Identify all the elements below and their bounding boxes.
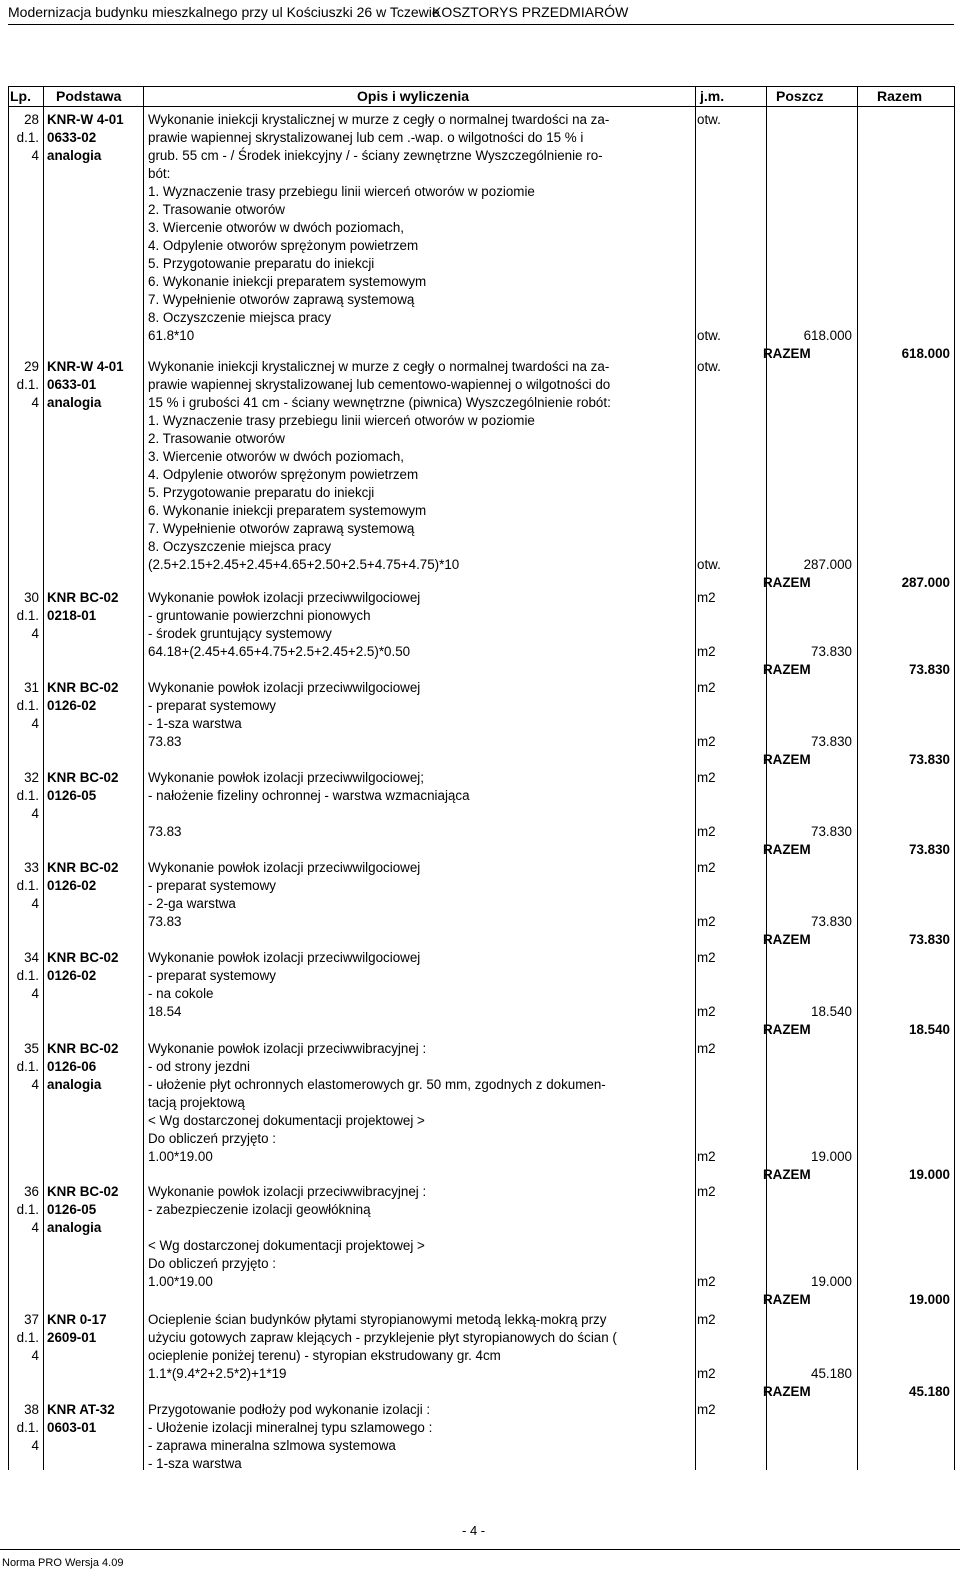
item-lp: d.1.	[16, 1059, 39, 1074]
item-podstawa: KNR-W 4-01	[47, 112, 124, 127]
item-razem-value: 19.000	[909, 1292, 950, 1307]
item-lp: 4	[31, 1077, 39, 1092]
item-calculation: 18.54	[148, 1004, 182, 1019]
item-calculation: 1.00*19.00	[148, 1149, 213, 1164]
item-razem-value: 73.830	[909, 662, 950, 677]
item-calc-unit: m2	[697, 1149, 716, 1164]
item-description-line: 3. Wiercenie otworów w dwóch poziomach,	[148, 220, 405, 235]
item-description-line: - 1-sza warstwa	[148, 1456, 242, 1471]
item-razem-value: 73.830	[909, 842, 950, 857]
item-lp: 33	[24, 860, 39, 875]
item-razem-value: 287.000	[901, 575, 950, 590]
item-lp: d.1.	[16, 698, 39, 713]
item-unit: otw.	[697, 359, 721, 374]
item-description-line: - gruntowanie powierzchni pionowych	[148, 608, 371, 623]
item-podstawa: KNR BC-02	[47, 680, 119, 695]
item-razem-label: RAZEM	[763, 1384, 811, 1399]
item-razem-value: 73.830	[909, 932, 950, 947]
item-description-line: - ułożenie płyt ochronnych elastomerowych gr. 50 mm, zgodnych z dokumen-	[148, 1077, 606, 1092]
item-podstawa: KNR BC-02	[47, 590, 119, 605]
column-header-lp: Lp.	[10, 88, 31, 104]
item-description-line: Ocieplenie ścian budynków płytami styropianowymi metodą lekką-mokrą przy	[148, 1312, 607, 1327]
item-podstawa: 0633-01	[47, 377, 97, 392]
item-lp: 4	[31, 806, 39, 821]
item-podstawa: KNR 0-17	[47, 1312, 107, 1327]
item-lp: d.1.	[16, 1202, 39, 1217]
item-lp: 4	[31, 395, 39, 410]
item-description-line: Wykonanie powłok izolacji przeciwwilgociowej	[148, 950, 421, 965]
item-unit: m2	[697, 1041, 716, 1056]
item-lp: d.1.	[16, 130, 39, 145]
table-column-divider	[43, 86, 44, 1470]
footer-rule	[0, 1549, 960, 1550]
item-razem-label: RAZEM	[763, 842, 811, 857]
page-number: - 4 -	[462, 1523, 486, 1538]
item-description-line: 3. Wiercenie otworów w dwóch poziomach,	[148, 449, 405, 464]
item-description-line: Wykonanie iniekcji krystalicznej w murze z cegły o normalnej twardości na za-	[148, 112, 610, 127]
item-calc-unit: m2	[697, 1274, 716, 1289]
item-unit: m2	[697, 950, 716, 965]
item-razem-value: 45.180	[909, 1384, 950, 1399]
table-column-divider	[766, 86, 767, 1470]
item-calc-unit: m2	[697, 644, 716, 659]
item-description-line: użyciu gotowych zapraw klejących - przyklejenie płyt styropianowych do ścian (	[148, 1330, 617, 1345]
item-description-line: Wykonanie powłok izolacji przeciwwibracyjnej :	[148, 1184, 427, 1199]
item-podstawa: 2609-01	[47, 1330, 97, 1345]
item-lp: d.1.	[16, 608, 39, 623]
item-razem-label: RAZEM	[763, 1292, 811, 1307]
item-description-line: 1. Wyznaczenie trasy przebiegu linii wierceń otworów w poziomie	[148, 413, 535, 428]
item-description-line: - Ułożenie izolacji mineralnej typu szlamowego :	[148, 1420, 433, 1435]
item-podstawa: 0126-02	[47, 968, 97, 983]
item-razem-label: RAZEM	[763, 932, 811, 947]
item-podstawa: 0126-02	[47, 878, 97, 893]
item-razem-label: RAZEM	[763, 346, 811, 361]
item-razem-label: RAZEM	[763, 1022, 811, 1037]
item-description-line: Wykonanie powłok izolacji przeciwwilgociowej;	[148, 770, 424, 785]
item-description-line: 5. Przygotowanie preparatu do iniekcji	[148, 256, 375, 271]
item-razem-value: 18.540	[909, 1022, 950, 1037]
item-lp: 4	[31, 1438, 39, 1453]
item-podstawa: 0126-06	[47, 1059, 97, 1074]
item-poszcz-value: 73.830	[811, 824, 852, 839]
item-description-line: grub. 55 cm - / Środek iniekcyjny / - ściany zewnętrzne Wyszczególnienie ro-	[148, 148, 603, 163]
item-unit: m2	[697, 860, 716, 875]
item-description-line: < Wg dostarczonej dokumentacji projektowej >	[148, 1238, 425, 1253]
item-description-line: 2. Trasowanie otworów	[148, 202, 285, 217]
table-header-rule	[8, 106, 954, 107]
item-description-line: Do obliczeń przyjęto :	[148, 1131, 277, 1146]
item-description-line: - środek gruntujący systemowy	[148, 626, 332, 641]
item-lp: 4	[31, 716, 39, 731]
item-unit: m2	[697, 590, 716, 605]
item-description-line: - nałożenie fizeliny ochronnej - warstwa wzmacniająca	[148, 788, 470, 803]
item-podstawa: KNR-W 4-01	[47, 359, 124, 374]
item-description-line: 8. Oczyszczenie miejsca pracy	[148, 539, 332, 554]
item-lp: 4	[31, 148, 39, 163]
item-description-line: Wykonanie powłok izolacji przeciwwilgociowej	[148, 590, 421, 605]
item-description-line: 4. Odpylenie otworów sprężonym powietrzem	[148, 467, 419, 482]
item-lp: 4	[31, 626, 39, 641]
item-lp: d.1.	[16, 377, 39, 392]
item-description-line: bót:	[148, 166, 171, 181]
item-calc-unit: m2	[697, 1366, 716, 1381]
item-lp: 30	[24, 590, 39, 605]
column-header-opis: Opis i wyliczenia	[357, 88, 470, 104]
item-description-line: 2. Trasowanie otworów	[148, 431, 285, 446]
item-description-line: - od strony jezdni	[148, 1059, 250, 1074]
column-header-jm: j.m.	[700, 88, 725, 104]
item-podstawa: 0218-01	[47, 608, 97, 623]
item-description-line: < Wg dostarczonej dokumentacji projektowej >	[148, 1113, 425, 1128]
item-unit: otw.	[697, 112, 721, 127]
item-poszcz-value: 287.000	[803, 557, 852, 572]
item-poszcz-value: 73.830	[811, 914, 852, 929]
item-podstawa: KNR BC-02	[47, 1184, 119, 1199]
item-podstawa: 0126-05	[47, 1202, 97, 1217]
item-description-line: prawie wapiennej skrystalizowanej lub cem .-wap. o wilgotności do 15 % i	[148, 130, 584, 145]
document-title: Modernizacja budynku mieszkalnego przy ul Kościuszki 26 w Tczewie	[8, 4, 440, 20]
item-calculation: (2.5+2.15+2.45+2.45+4.65+2.50+2.5+4.75+4.75)*10	[148, 557, 460, 572]
item-description-line: 7. Wypełnienie otworów zaprawą systemową	[148, 521, 415, 536]
item-calculation: 61.8*10	[148, 328, 195, 343]
item-description-line: 5. Przygotowanie preparatu do iniekcji	[148, 485, 375, 500]
item-lp: d.1.	[16, 1330, 39, 1345]
item-description-line: Do obliczeń przyjęto :	[148, 1256, 277, 1271]
item-lp: 35	[24, 1041, 39, 1056]
item-unit: m2	[697, 1402, 716, 1417]
item-description-line: - preparat systemowy	[148, 698, 276, 713]
item-lp: 32	[24, 770, 39, 785]
item-razem-value: 73.830	[909, 752, 950, 767]
item-poszcz-value: 18.540	[811, 1004, 852, 1019]
item-podstawa: KNR BC-02	[47, 950, 119, 965]
item-description-line: 6. Wykonanie iniekcji preparatem systemowym	[148, 274, 427, 289]
item-razem-label: RAZEM	[763, 1167, 811, 1182]
table-column-divider	[143, 86, 144, 1470]
item-description-line: Wykonanie powłok izolacji przeciwwibracyjnej :	[148, 1041, 427, 1056]
item-podstawa: 0126-02	[47, 698, 97, 713]
item-unit: m2	[697, 1184, 716, 1199]
item-description-line: - na cokole	[148, 986, 214, 1001]
item-podstawa: KNR BC-02	[47, 770, 119, 785]
item-poszcz-value: 19.000	[811, 1149, 852, 1164]
item-unit: m2	[697, 680, 716, 695]
item-lp: 31	[24, 680, 39, 695]
item-description-line: - preparat systemowy	[148, 878, 276, 893]
item-description-line: Wykonanie powłok izolacji przeciwwilgociowej	[148, 860, 421, 875]
item-poszcz-value: 73.830	[811, 644, 852, 659]
item-lp: 4	[31, 1348, 39, 1363]
item-calc-unit: m2	[697, 914, 716, 929]
item-poszcz-value: 73.830	[811, 734, 852, 749]
item-description-line: - preparat systemowy	[148, 968, 276, 983]
item-description-line: 6. Wykonanie iniekcji preparatem systemowym	[148, 503, 427, 518]
item-lp: 28	[24, 112, 39, 127]
column-header-razem: Razem	[877, 88, 923, 104]
item-podstawa: analogia	[47, 1220, 102, 1235]
item-lp: d.1.	[16, 1420, 39, 1435]
item-calc-unit: m2	[697, 1004, 716, 1019]
item-lp: 4	[31, 986, 39, 1001]
header-rule	[8, 24, 954, 25]
item-unit: m2	[697, 1312, 716, 1327]
item-description-line: - 1-sza warstwa	[148, 716, 242, 731]
item-calc-unit: m2	[697, 824, 716, 839]
item-description-line: prawie wapiennej skrystalizowanej lub cementowo-wapiennej o wilgotności do	[148, 377, 611, 392]
item-calc-unit: otw.	[697, 328, 721, 343]
item-description-line: 4. Odpylenie otworów sprężonym powietrzem	[148, 238, 419, 253]
item-poszcz-value: 45.180	[811, 1366, 852, 1381]
item-podstawa: analogia	[47, 1077, 102, 1092]
column-header-poszcz: Poszcz	[776, 88, 824, 104]
item-description-line: tacją projektową	[148, 1095, 245, 1110]
table-column-divider	[695, 86, 696, 1470]
item-description-line: 1. Wyznaczenie trasy przebiegu linii wierceń otworów w poziomie	[148, 184, 535, 199]
item-razem-value: 19.000	[909, 1167, 950, 1182]
item-lp: 4	[31, 896, 39, 911]
item-unit: m2	[697, 770, 716, 785]
item-description-line: - zabezpieczenie izolacji geowłókniną	[148, 1202, 371, 1217]
software-version: Norma PRO Wersja 4.09	[2, 1557, 124, 1569]
item-podstawa: 0126-05	[47, 788, 97, 803]
item-description-line: Wykonanie iniekcji krystalicznej w murze z cegły o normalnej twardości na za-	[148, 359, 610, 374]
item-description-line: 15 % i grubości 41 cm - ściany wewnętrzne (piwnica) Wyszczególnienie robót:	[148, 395, 611, 410]
item-description-line: - 2-ga warstwa	[148, 896, 236, 911]
item-podstawa: KNR BC-02	[47, 1041, 119, 1056]
item-poszcz-value: 618.000	[803, 328, 852, 343]
item-lp: 36	[24, 1184, 39, 1199]
item-description-line: 7. Wypełnienie otworów zaprawą systemową	[148, 292, 415, 307]
item-razem-value: 618.000	[901, 346, 950, 361]
item-calculation: 1.00*19.00	[148, 1274, 213, 1289]
item-podstawa: 0633-02	[47, 130, 97, 145]
item-podstawa: KNR BC-02	[47, 860, 119, 875]
item-razem-label: RAZEM	[763, 575, 811, 590]
item-podstawa: analogia	[47, 148, 102, 163]
item-podstawa: analogia	[47, 395, 102, 410]
item-poszcz-value: 19.000	[811, 1274, 852, 1289]
item-razem-label: RAZEM	[763, 752, 811, 767]
table-top-border	[8, 86, 954, 87]
item-podstawa: KNR AT-32	[47, 1402, 115, 1417]
item-calculation: 73.83	[148, 914, 182, 929]
item-description-line: - zaprawa mineralna szlmowa systemowa	[148, 1438, 396, 1453]
item-calculation: 1.1*(9.4*2+2.5*2)+1*19	[148, 1366, 287, 1381]
item-calculation: 73.83	[148, 734, 182, 749]
item-lp: 29	[24, 359, 39, 374]
column-header-podstawa: Podstawa	[56, 88, 122, 104]
item-lp: 37	[24, 1312, 39, 1327]
document-type-title: KOSZTORYS PRZEDMIARÓW	[432, 4, 629, 20]
item-lp: d.1.	[16, 968, 39, 983]
item-calc-unit: m2	[697, 734, 716, 749]
item-lp: d.1.	[16, 878, 39, 893]
table-column-divider	[857, 86, 858, 1470]
table-column-divider	[8, 86, 9, 1470]
item-description-line: Przygotowanie podłoży pod wykonanie izolacji :	[148, 1402, 431, 1417]
table-column-divider	[954, 86, 955, 1470]
item-description-line: Wykonanie powłok izolacji przeciwwilgociowej	[148, 680, 421, 695]
item-description-line: ocieplenie poniżej terenu) - styropian ekstrudowany gr. 4cm	[148, 1348, 501, 1363]
item-calculation: 73.83	[148, 824, 182, 839]
item-description-line: 8. Oczyszczenie miejsca pracy	[148, 310, 332, 325]
item-calculation: 64.18+(2.45+4.65+4.75+2.5+2.45+2.5)*0.50	[148, 644, 411, 659]
item-lp: 34	[24, 950, 39, 965]
item-lp: 38	[24, 1402, 39, 1417]
item-podstawa: 0603-01	[47, 1420, 97, 1435]
item-razem-label: RAZEM	[763, 662, 811, 677]
item-calc-unit: otw.	[697, 557, 721, 572]
item-lp: 4	[31, 1220, 39, 1235]
item-lp: d.1.	[16, 788, 39, 803]
